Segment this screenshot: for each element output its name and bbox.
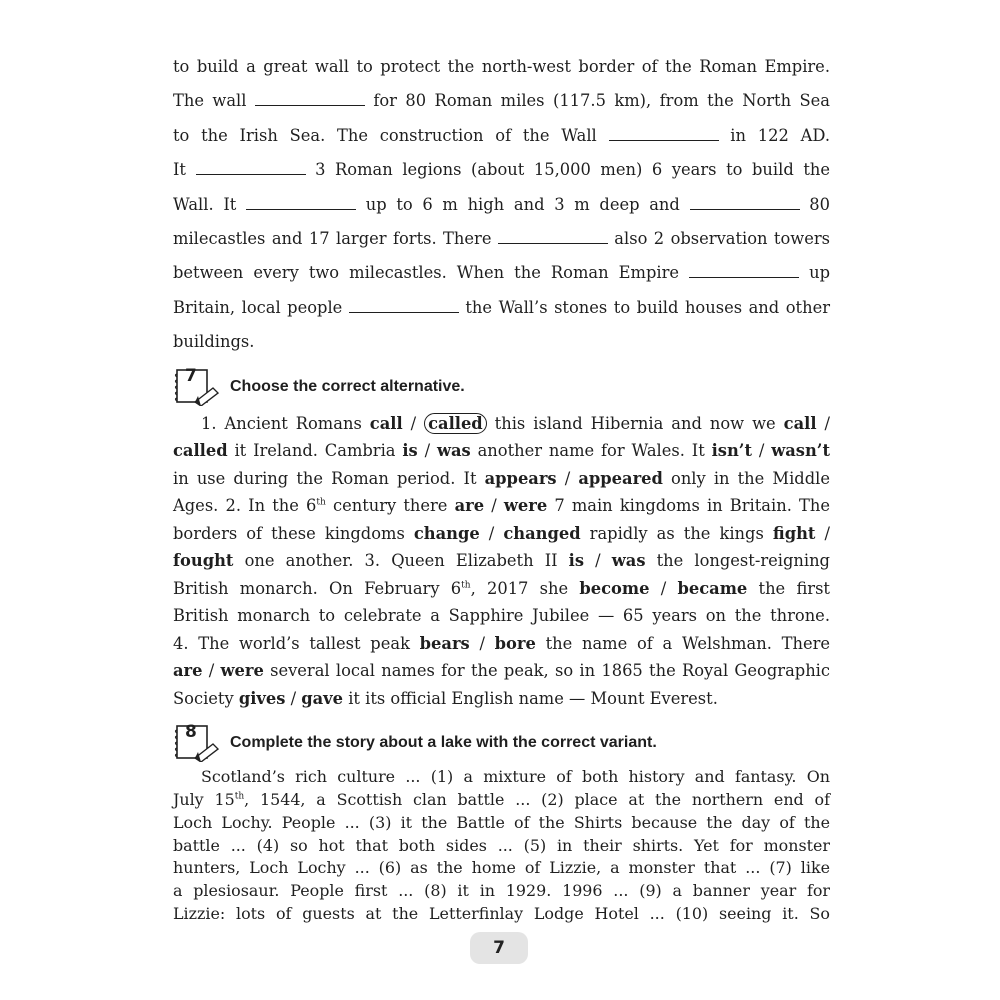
option-word[interactable]: call xyxy=(783,413,817,433)
answer-blank[interactable] xyxy=(609,126,719,141)
text-line xyxy=(173,50,830,84)
text-segment: the longest-reigning xyxy=(645,551,830,571)
option-word[interactable]: were xyxy=(220,661,264,681)
text-segment: , 2017 she xyxy=(470,578,580,598)
text-segment: / xyxy=(816,413,830,433)
text-segment: it Ireland. Cambria xyxy=(227,441,403,461)
text-line xyxy=(173,325,830,359)
text-segment: milecastles and 17 larger forts. There xyxy=(173,229,498,249)
text-line xyxy=(173,437,830,465)
text-line xyxy=(173,766,830,789)
text-line xyxy=(173,222,830,256)
option-word[interactable]: are xyxy=(173,661,203,681)
option-word[interactable]: was xyxy=(611,551,646,571)
text-segment: to the Irish Sea. The construction of the Wall xyxy=(173,125,609,145)
text-line xyxy=(173,291,830,325)
text-segment: also 2 observation towers xyxy=(607,229,830,249)
text-segment: up to 6 m high and 3 m deep and xyxy=(356,194,690,214)
exercise-8-header xyxy=(173,722,830,762)
text-line xyxy=(173,119,830,153)
option-word[interactable]: changed xyxy=(503,523,581,543)
option-word[interactable]: bears xyxy=(419,633,470,653)
text-line xyxy=(173,520,830,548)
option-word[interactable]: change xyxy=(413,523,480,543)
superscript: th xyxy=(234,791,245,802)
text-segment: another name for Wales. It xyxy=(470,441,712,461)
text-segment: the first xyxy=(747,578,830,598)
option-word[interactable]: wasn’t xyxy=(771,441,830,461)
text-line xyxy=(173,835,830,858)
exercise-7-title: Choose the correct alternative. xyxy=(230,377,465,395)
text-segment: 3 Roman legions (about 15,000 men) 6 years to build the xyxy=(305,160,830,180)
text-line xyxy=(173,857,830,880)
option-word[interactable]: gives xyxy=(238,688,286,708)
text-segment: Society xyxy=(173,688,239,708)
text-line xyxy=(173,547,830,575)
option-word[interactable]: are xyxy=(454,496,485,516)
text-segment: July 15 xyxy=(173,789,235,809)
text-segment: it its official English name — Mount Everest. xyxy=(343,688,718,708)
option-word[interactable]: called xyxy=(173,441,228,461)
option-word[interactable]: appears xyxy=(484,468,557,488)
answer-blank[interactable] xyxy=(689,263,799,278)
text-segment: Ages. 2. In the 6 xyxy=(173,496,317,516)
text-segment: century there xyxy=(325,496,455,516)
text-segment: this island Hibernia and now we xyxy=(486,413,784,433)
text-segment: Scotland’s rich culture ... (1) a mixture of both history and fantasy. On xyxy=(201,767,830,787)
text-segment: British monarch to celebrate a Sapphire Jubilee — 65 years on the throne. xyxy=(173,606,830,626)
text-segment: battle ... (4) so hot that both sides ... (5) in their shirts. Yet for monster xyxy=(173,835,830,855)
exercise-8-number: 8 xyxy=(185,722,197,743)
answer-blank[interactable] xyxy=(255,91,365,106)
text-line xyxy=(173,188,830,222)
text-line xyxy=(173,880,830,903)
text-segment: / xyxy=(402,413,425,433)
exercise-8-text xyxy=(173,766,830,926)
text-segment: / xyxy=(469,633,495,653)
text-segment: a plesiosaur. People first ... (8) it in 1929. 1996 ... (9) a banner year for xyxy=(173,881,830,901)
text-segment: Lizzie: lots of guests at the Letterfinlay Lodge Hotel ... (10) seeing it. So xyxy=(173,903,830,923)
text-segment: for 80 Roman miles (117.5 km), from the North Sea xyxy=(364,91,831,111)
text-segment: Britain, local people xyxy=(173,297,349,317)
text-segment: 80 xyxy=(799,194,830,214)
text-line xyxy=(173,492,830,520)
option-word[interactable]: appeared xyxy=(578,468,663,488)
option-word[interactable]: became xyxy=(677,578,748,598)
text-segment: The wall xyxy=(173,91,255,111)
text-segment: / xyxy=(285,688,302,708)
notebook-pencil-icon xyxy=(173,366,223,406)
option-word[interactable]: call xyxy=(369,413,403,433)
text-segment: 7 main kingdoms in Britain. The xyxy=(547,496,830,516)
answer-blank[interactable] xyxy=(246,195,356,210)
superscript: th xyxy=(461,580,471,591)
text-line xyxy=(173,465,830,493)
text-segment: one another. 3. Queen Elizabeth II xyxy=(233,551,569,571)
text-segment: the name of a Welshman. There xyxy=(535,633,830,653)
option-word[interactable]: is xyxy=(568,551,585,571)
text-segment: hunters, Loch Lochy ... (6) as the home of Lizzie, a monster that ... (7) like xyxy=(173,858,830,878)
option-word[interactable]: isn’t xyxy=(711,441,752,461)
option-word[interactable]: bore xyxy=(494,633,536,653)
text-line xyxy=(173,575,830,603)
text-segment: Loch Lochy. People ... (3) it the Battle of the Shirts because the day of the xyxy=(173,812,830,832)
text-segment: / xyxy=(649,578,678,598)
text-segment: British monarch. On February 6 xyxy=(173,578,462,598)
option-word[interactable]: were xyxy=(503,496,548,516)
superscript: th xyxy=(316,497,326,508)
text-segment: / xyxy=(202,661,221,681)
text-segment: the Wall’s stones to build houses and other xyxy=(458,297,830,317)
text-segment: up xyxy=(799,263,831,283)
page-content xyxy=(173,50,830,926)
text-line xyxy=(173,789,830,812)
exercise-6-text xyxy=(173,50,830,360)
text-segment: / xyxy=(479,523,504,543)
answer-blank[interactable] xyxy=(349,298,459,313)
text-line xyxy=(173,657,830,685)
text-line xyxy=(173,153,830,187)
text-line xyxy=(173,903,830,926)
page-number: 7 xyxy=(470,932,528,964)
text-segment: / xyxy=(484,496,504,516)
text-segment: several local names for the peak, so in 1865 the Royal Geographic xyxy=(263,661,831,681)
text-segment: It xyxy=(173,160,196,180)
text-segment: / xyxy=(584,551,612,571)
answer-blank[interactable] xyxy=(196,160,306,175)
option-word[interactable]: gave xyxy=(301,688,344,708)
option-word[interactable]: is xyxy=(402,441,418,461)
text-segment: / xyxy=(815,523,831,543)
text-segment: in use during the Roman period. It xyxy=(173,468,485,488)
text-segment: rapidly as the kings xyxy=(580,523,773,543)
text-segment: only in the Middle xyxy=(662,468,830,488)
text-segment: buildings. xyxy=(173,332,255,352)
text-segment: borders of these kingdoms xyxy=(173,523,414,543)
exercise-7-text xyxy=(173,410,830,713)
option-word[interactable]: become xyxy=(579,578,650,598)
text-line xyxy=(173,812,830,835)
text-segment: , 1544, a Scottish clan battle ... (2) place at the northern end of xyxy=(244,789,830,809)
text-line xyxy=(173,602,830,630)
text-line xyxy=(173,630,830,658)
text-segment: / xyxy=(752,441,772,461)
text-line xyxy=(173,685,830,713)
text-segment: 4. The world’s tallest peak xyxy=(173,633,420,653)
answer-blank[interactable] xyxy=(690,195,800,210)
exercise-7-header xyxy=(173,366,830,406)
text-line xyxy=(173,410,830,438)
option-word[interactable]: fought xyxy=(173,551,234,571)
exercise-8-title: Complete the story about a lake with the correct variant. xyxy=(230,734,657,752)
text-segment: / xyxy=(556,468,579,488)
option-word[interactable]: fight xyxy=(772,523,816,543)
text-segment: 1. Ancient Romans xyxy=(201,413,370,433)
answer-blank[interactable] xyxy=(498,229,608,244)
exercise-7-number: 7 xyxy=(185,365,197,386)
text-segment: / xyxy=(417,441,437,461)
text-line xyxy=(173,84,830,118)
text-segment: in 122 AD. xyxy=(718,125,830,145)
notebook-pencil-icon xyxy=(173,722,223,762)
text-line xyxy=(173,256,830,290)
text-segment: to build a great wall to protect the north-west border of the Roman Empire. xyxy=(173,57,830,76)
text-segment: between every two milecastles. When the Roman Empire xyxy=(173,263,690,283)
option-word[interactable]: was xyxy=(436,441,471,461)
circled-answer[interactable]: called xyxy=(424,413,487,434)
text-segment: Wall. It xyxy=(173,194,246,214)
